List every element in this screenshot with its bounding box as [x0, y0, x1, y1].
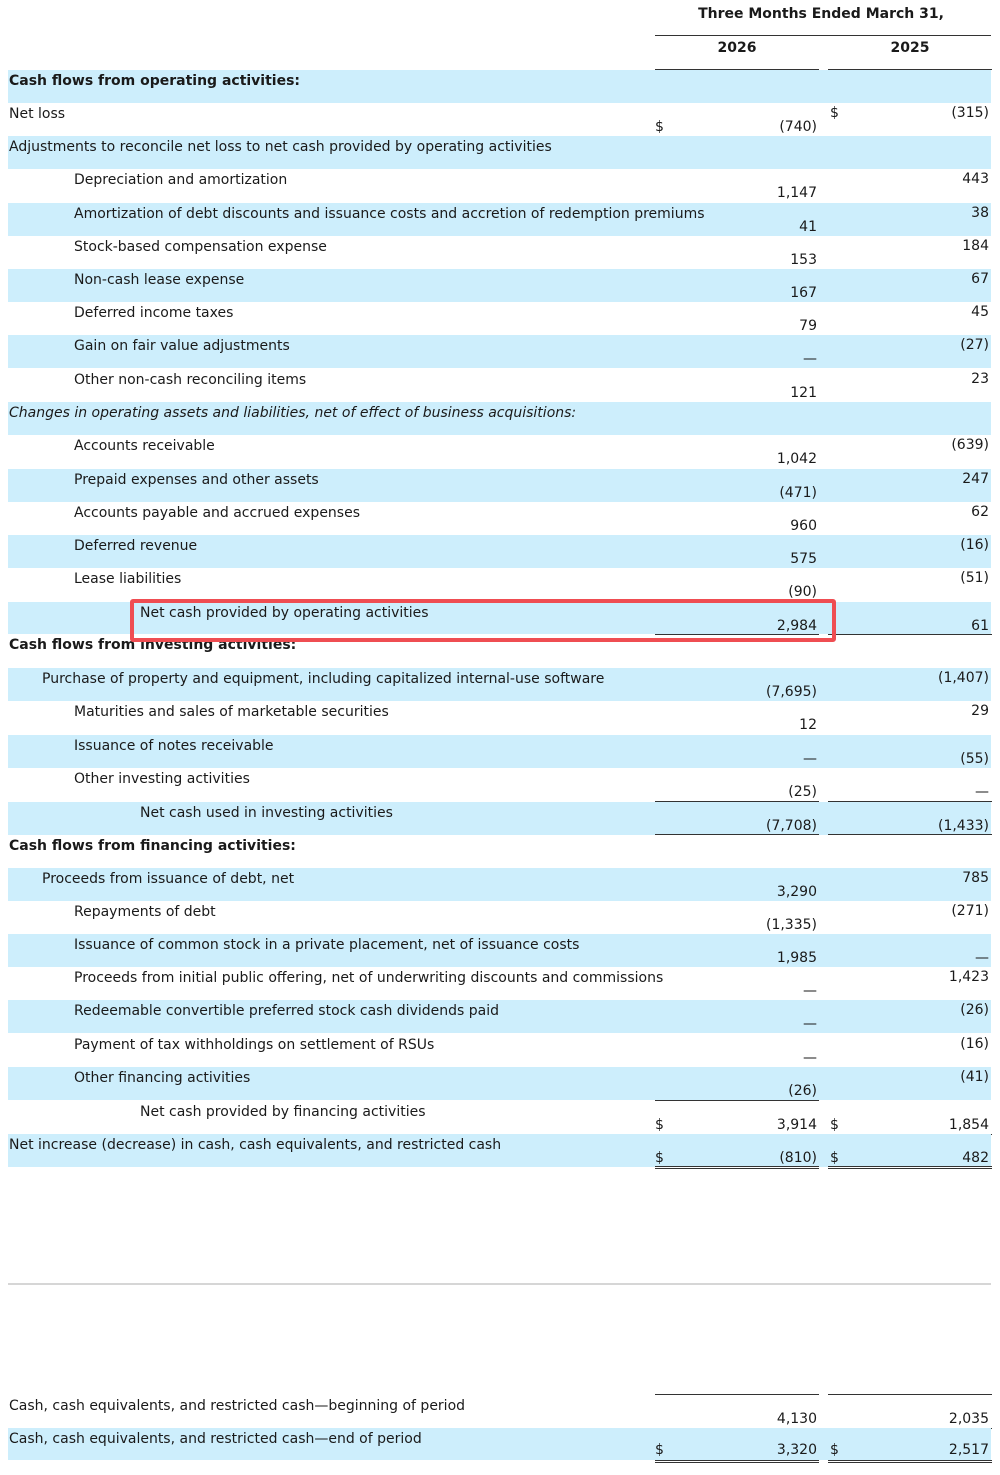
row-label: Adjustments to reconcile net loss to net cash provided by operating activities — [9, 139, 552, 155]
row-adjustments-header — [8, 136, 991, 169]
value-2025: (1,433) — [937, 818, 989, 834]
value-2025: (271) — [951, 903, 989, 919]
row-label: Net cash provided by financing activities — [140, 1104, 426, 1120]
dollar-sign-2026: $ — [655, 119, 664, 135]
period-header-rule — [655, 35, 991, 36]
value-2026: 121 — [790, 385, 817, 401]
value-2026: 167 — [790, 285, 817, 301]
value-2025: 61 — [971, 618, 989, 634]
row-label: Stock-based compensation expense — [74, 239, 327, 255]
row-operating-header — [8, 70, 991, 103]
row-label: Payment of tax withholdings on settlement of RSUs — [74, 1037, 435, 1053]
row-label: Purchase of property and equipment, including capitalized internal-use software — [42, 671, 605, 687]
double-rule-2025 — [828, 1166, 992, 1169]
row-private-placement — [8, 934, 991, 967]
value-2025: (27) — [960, 337, 989, 353]
dollar-sign-2025: $ — [830, 1442, 839, 1458]
row-net-cash-financing — [8, 1101, 991, 1134]
year-2025-header: 2025 — [890, 40, 930, 56]
row-noncash-lease — [8, 269, 991, 302]
row-lease-liabilities — [8, 568, 991, 601]
value-2026: (7,708) — [765, 818, 817, 834]
row-amortization-debt — [8, 203, 991, 236]
row-label: Cash flows from financing activities: — [9, 838, 296, 854]
row-notes-receivable — [8, 735, 991, 768]
row-preferred-dividends — [8, 1000, 991, 1033]
dollar-sign-2025: $ — [830, 105, 839, 121]
value-2025: 38 — [971, 205, 989, 221]
row-changes-header — [8, 402, 991, 435]
row-label: Other non-cash reconciling items — [74, 372, 307, 388]
row-label: Depreciation and amortization — [74, 172, 288, 188]
value-2026: 575 — [790, 551, 817, 567]
row-other-investing — [8, 768, 991, 801]
value-2026: 4,130 — [776, 1411, 817, 1427]
row-prepaid-expenses — [8, 469, 991, 502]
value-2025: 1,854 — [948, 1117, 989, 1133]
value-2026: 3,320 — [776, 1442, 817, 1458]
section-divider — [8, 1283, 991, 1285]
row-label: Net cash used in investing activities — [140, 805, 393, 821]
value-2026: 960 — [790, 518, 817, 534]
value-2025: 23 — [971, 371, 989, 387]
row-label: Cash flows from operating activities: — [9, 73, 301, 89]
dollar-sign-2025: $ — [830, 1117, 839, 1133]
row-stock-comp — [8, 236, 991, 269]
row-marketable-securities — [8, 701, 991, 734]
value-2026: 79 — [799, 318, 817, 334]
double-rule-2025 — [828, 1460, 992, 1463]
row-label: Accounts payable and accrued expenses — [74, 505, 361, 521]
dollar-sign-2026: $ — [655, 1117, 664, 1133]
value-2025: 45 — [971, 304, 989, 320]
row-deferred-taxes — [8, 302, 991, 335]
row-label: Repayments of debt — [74, 904, 216, 920]
value-2026: 153 — [790, 252, 817, 268]
row-deferred-revenue — [8, 535, 991, 568]
value-2026: — — [803, 1016, 817, 1032]
value-2025: 785 — [962, 870, 989, 886]
row-label: Gain on fair value adjustments — [74, 338, 290, 354]
row-label: Lease liabilities — [74, 571, 182, 587]
value-2026: — — [803, 1050, 817, 1066]
value-2025: (51) — [960, 570, 989, 586]
row-fair-value-gain — [8, 335, 991, 368]
row-cash-end — [8, 1428, 991, 1460]
row-label: Maturities and sales of marketable securities — [74, 704, 389, 720]
value-2026: (471) — [779, 485, 817, 501]
value-2026: 3,290 — [776, 884, 817, 900]
value-2025: (639) — [951, 437, 989, 453]
row-financing-header — [8, 835, 991, 868]
value-2026: 12 — [799, 717, 817, 733]
row-label: Other financing activities — [74, 1070, 251, 1086]
row-label: Net increase (decrease) in cash, cash equivalents, and restricted cash — [9, 1137, 502, 1153]
row-label: Changes in operating assets and liabilities, net of effect of business acquisitions: — [9, 405, 577, 421]
row-label: Amortization of debt discounts and issuance costs and accretion of redemption premiums — [74, 206, 705, 222]
row-label: Cash flows from investing activities: — [9, 637, 297, 653]
row-label: Proceeds from initial public offering, net of underwriting discounts and commissions — [74, 970, 664, 986]
double-rule-2026 — [655, 1166, 819, 1169]
value-2025: (26) — [960, 1002, 989, 1018]
value-2025: 29 — [971, 703, 989, 719]
row-net-loss — [8, 103, 991, 136]
dollar-sign-2026: $ — [655, 1150, 664, 1166]
row-other-noncash — [8, 369, 991, 402]
row-label: Deferred revenue — [74, 538, 198, 554]
dollar-sign-2026: $ — [655, 1442, 664, 1458]
row-purchase-property — [8, 668, 991, 701]
value-2026: 1,985 — [776, 950, 817, 966]
value-2025: 482 — [962, 1150, 989, 1166]
value-2026: (740) — [779, 119, 817, 135]
value-2025: (16) — [960, 1036, 989, 1052]
value-2025: 2,517 — [948, 1442, 989, 1458]
row-cash-beginning — [8, 1395, 991, 1428]
row-label: Redeemable convertible preferred stock cash dividends paid — [74, 1003, 499, 1019]
row-other-financing — [8, 1067, 991, 1100]
value-2025: 247 — [962, 471, 989, 487]
value-2025: (315) — [951, 105, 989, 121]
value-2026: (25) — [788, 784, 817, 800]
row-label: Accounts receivable — [74, 438, 215, 454]
value-2026: (7,695) — [765, 684, 817, 700]
value-2026: 3,914 — [776, 1117, 817, 1133]
value-2026: — — [803, 751, 817, 767]
value-2026: 41 — [799, 219, 817, 235]
double-rule-2026 — [655, 1460, 819, 1463]
value-2025: (1,407) — [937, 670, 989, 686]
row-label: Deferred income taxes — [74, 305, 234, 321]
row-label: Proceeds from issuance of debt, net — [42, 871, 295, 887]
row-net-cash-investing — [8, 802, 991, 835]
value-2025: 443 — [962, 171, 989, 187]
row-accounts-receivable — [8, 435, 991, 468]
value-2025: 1,423 — [948, 969, 989, 985]
row-net-increase — [8, 1134, 991, 1167]
value-2026: 2,984 — [776, 618, 817, 634]
year-2026-header: 2026 — [717, 40, 757, 56]
row-accounts-payable — [8, 502, 991, 535]
highlight-box — [130, 599, 836, 642]
value-2026: — — [803, 351, 817, 367]
value-2025: 2,035 — [948, 1411, 989, 1427]
value-2026: 1,042 — [776, 451, 817, 467]
value-2025: (41) — [960, 1069, 989, 1085]
row-label: Other investing activities — [74, 771, 250, 787]
row-ipo-proceeds — [8, 967, 991, 1000]
period-header: Three Months Ended March 31, — [698, 6, 944, 22]
value-2026: (90) — [788, 584, 817, 600]
row-label: Prepaid expenses and other assets — [74, 472, 319, 488]
row-label: Net loss — [9, 106, 66, 122]
value-2026: 1,147 — [776, 185, 817, 201]
row-label: Cash, cash equivalents, and restricted cash—end of period — [9, 1431, 422, 1447]
value-2025: 67 — [971, 271, 989, 287]
row-debt-repayments — [8, 901, 991, 934]
row-label: Net cash provided by operating activities — [140, 605, 429, 621]
row-label: Cash, cash equivalents, and restricted cash—beginning of period — [9, 1398, 466, 1414]
value-2025: (16) — [960, 537, 989, 553]
value-2025: (55) — [960, 751, 989, 767]
value-2025: 184 — [962, 238, 989, 254]
value-2026: — — [803, 983, 817, 999]
row-debt-proceeds — [8, 868, 991, 901]
dollar-sign-2025: $ — [830, 1150, 839, 1166]
value-2026: (1,335) — [765, 917, 817, 933]
value-2025: — — [975, 784, 989, 800]
row-label: Issuance of common stock in a private placement, net of issuance costs — [74, 937, 580, 953]
row-label: Issuance of notes receivable — [74, 738, 274, 754]
row-label: Non-cash lease expense — [74, 272, 245, 288]
value-2025: 62 — [971, 504, 989, 520]
value-2025: — — [975, 950, 989, 966]
value-2026: (26) — [788, 1083, 817, 1099]
row-tax-withholdings — [8, 1034, 991, 1067]
row-depreciation — [8, 169, 991, 202]
value-2026: (810) — [779, 1150, 817, 1166]
